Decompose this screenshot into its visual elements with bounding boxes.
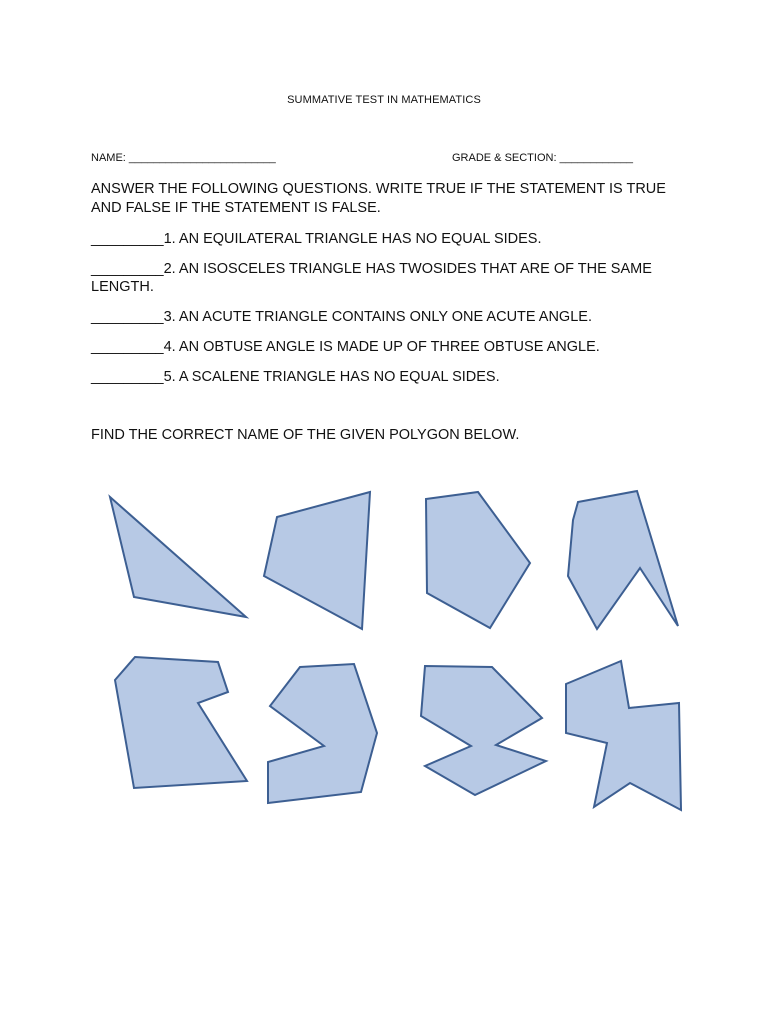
polygon-triangle <box>110 497 246 617</box>
instructions-text: ANSWER THE FOLLOWING QUESTIONS. WRITE TRUE IF THE STATEMENT IS TRUE AND FALSE IF THE STATEMENT IS FALSE. <box>91 181 666 216</box>
grade-section-field-label: GRADE & SECTION: ____________ <box>452 152 633 164</box>
question-item: _________2. AN ISOSCELES TRIANGLE HAS TWOSIDES THAT ARE OF THE SAME LENGTH. <box>91 261 652 295</box>
polygon-section-instructions: FIND THE CORRECT NAME OF THE GIVEN POLYGON BELOW. <box>91 427 520 443</box>
question-item: _________3. AN ACUTE TRIANGLE CONTAINS ONLY ONE ACUTE ANGLE. <box>91 309 592 325</box>
polygon-decagon <box>566 661 681 810</box>
polygon-heptagon <box>568 491 678 629</box>
polygon-octagon-hourglass <box>421 666 546 795</box>
page-title: SUMMATIVE TEST IN MATHEMATICS <box>287 94 481 106</box>
polygon-hexagon <box>115 657 247 788</box>
question-item: _________5. A SCALENE TRIANGLE HAS NO EQUAL SIDES. <box>91 369 500 385</box>
polygon-pentagon <box>426 492 530 628</box>
question-item: _________1. AN EQUILATERAL TRIANGLE HAS NO EQUAL SIDES. <box>91 231 542 247</box>
polygon-octagon-left <box>268 664 377 803</box>
name-field-label: NAME: ________________________ <box>91 152 276 164</box>
question-item: _________4. AN OBTUSE ANGLE IS MADE UP OF THREE OBTUSE ANGLE. <box>91 339 600 355</box>
polygon-quadrilateral <box>264 492 370 629</box>
